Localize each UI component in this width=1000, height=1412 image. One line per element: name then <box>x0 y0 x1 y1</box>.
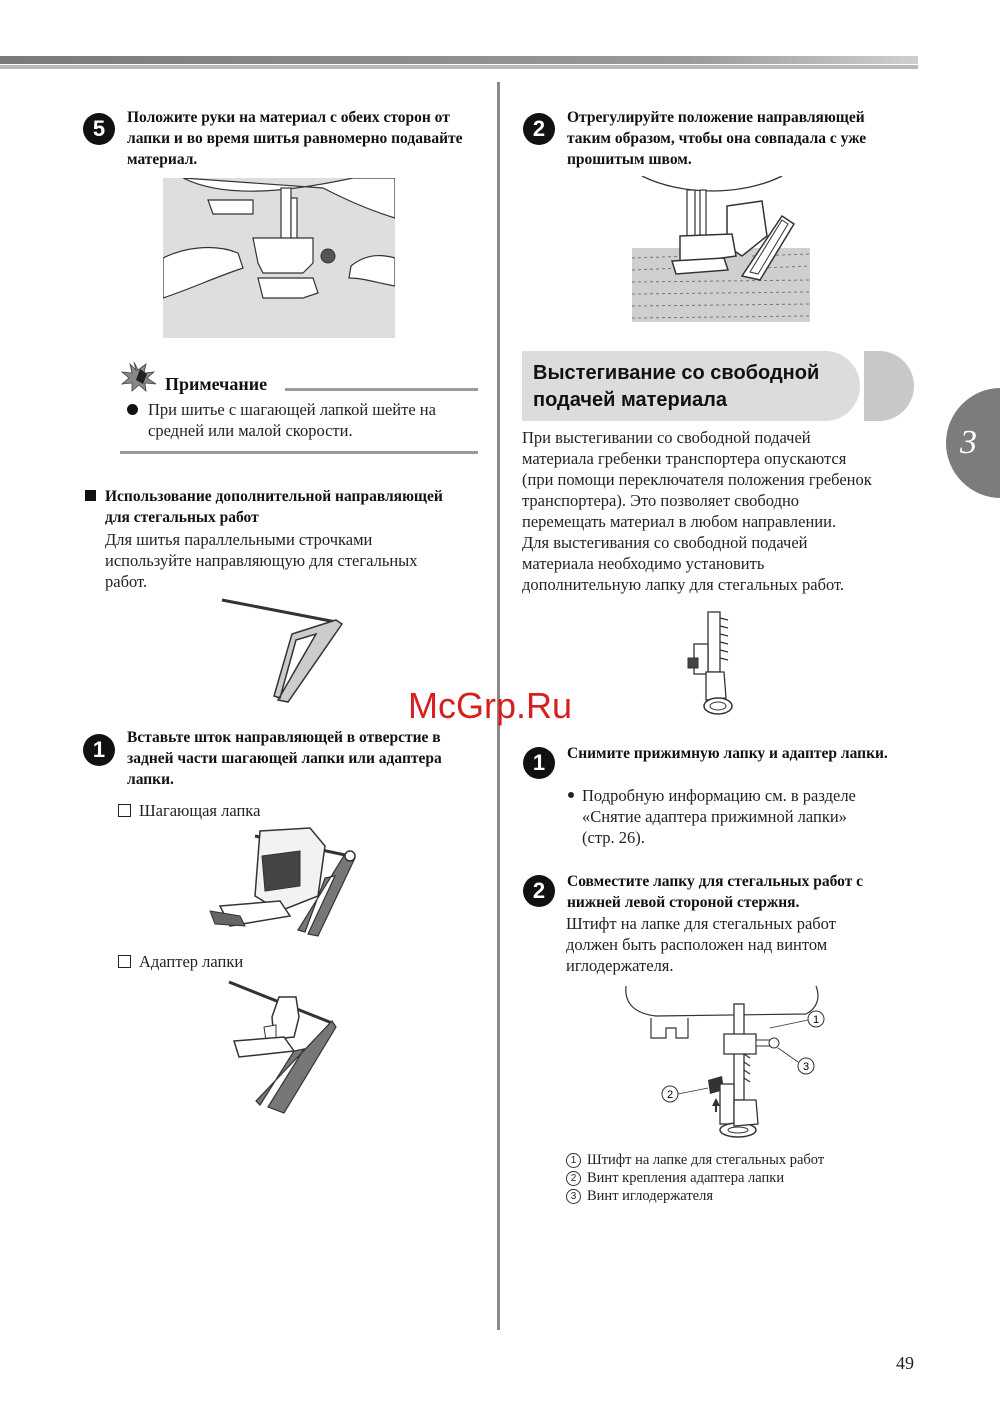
legend-text: Винт иглодержателя <box>587 1188 714 1204</box>
note-line: средней или малой скорости. <box>148 421 353 440</box>
option-walking-foot-label: Шагающая лапка <box>139 801 261 820</box>
note-bullet-dot <box>127 404 138 415</box>
section-square-bullet <box>85 490 96 501</box>
step2-body-line: Штифт на лапке для стегальных работ <box>566 914 836 933</box>
section-body <box>522 427 922 595</box>
section-body-line: материала гребенки транспортера опускаются <box>522 449 847 468</box>
step5-line: лапки и во время шитья равномерно подавайте <box>127 130 463 147</box>
guide-heading-line: для стегальных работ <box>105 509 259 526</box>
walking-foot-with-guide-illustration <box>200 826 365 938</box>
step5-line: Положите руки на материал с обеих сторон от <box>127 109 450 126</box>
chapter-tab: 3 <box>946 388 1000 498</box>
section-body-line: Для выстегивания со свободной подачей <box>522 533 808 552</box>
step1-right-bullet <box>582 785 922 848</box>
step-number-badge: 2 <box>523 113 555 145</box>
guide-heading-line: Использование дополнительной направляющей <box>105 488 443 505</box>
option-foot-adapter <box>118 951 243 972</box>
section-title-line: Выстегивание со свободной <box>533 362 820 384</box>
guide-body-line: работ. <box>105 572 148 591</box>
step2-top-line: таким образом, чтобы она совпадала с уже <box>567 130 867 147</box>
quilting-foot-illustration <box>684 608 750 718</box>
note-bottom-rule <box>120 451 478 454</box>
callout-legend <box>566 1151 926 1205</box>
hands-feeding-material-illustration <box>163 178 395 338</box>
step-number-badge: 2 <box>523 875 555 907</box>
top-bar-stripes <box>0 56 918 70</box>
step-number-badge: 1 <box>523 747 555 779</box>
legend-text: Штифт на лапке для стегальных работ <box>587 1152 825 1168</box>
guide-body-line: Для шитья параллельными строчками <box>105 530 373 549</box>
note-text <box>148 399 488 441</box>
step2-top-instruction <box>567 107 907 170</box>
option-walking-foot <box>118 800 260 821</box>
step5-line: материал. <box>127 151 198 168</box>
section-title-line: подачей материала <box>533 389 727 411</box>
step-number-badge: 1 <box>83 734 115 766</box>
legend-item <box>566 1169 926 1187</box>
section-body-line: перемещать материал в любом направлении. <box>522 512 837 531</box>
legend-number: 1 <box>566 1153 581 1168</box>
section-title <box>533 360 863 414</box>
callout-2-label: 2 <box>666 1089 674 1101</box>
legend-item <box>566 1187 926 1205</box>
step2-right-instruction <box>567 871 927 913</box>
note-title-rule <box>285 388 478 391</box>
step1-left-line: задней части шагающей лапки или адаптера <box>127 750 442 767</box>
page-number: 49 <box>896 1353 914 1373</box>
note-line: При шитье с шагающей лапкой шейте на <box>148 400 436 419</box>
step2-top-line: Отрегулируйте положение направляющей <box>567 109 865 126</box>
quilting-guide-illustration <box>218 594 348 706</box>
section-title-tab <box>864 351 914 421</box>
step1-right-instruction: Снимите прижимную лапку и адаптер лапки. <box>567 745 888 762</box>
guide-aligned-with-seam-illustration <box>632 176 810 322</box>
mounting-quilting-foot-illustration <box>616 984 830 1144</box>
checkbox-icon <box>118 955 131 968</box>
watermark: McGrp.Ru <box>408 685 573 726</box>
option-foot-adapter-label: Адаптер лапки <box>139 952 244 971</box>
section-body-line: дополнительную лапку для стегальных работ. <box>522 575 845 594</box>
step2-body-line: должен быть расположен над винтом <box>566 935 828 954</box>
note-title: Примечание <box>165 374 268 394</box>
guide-section-heading <box>105 486 485 528</box>
step2-right-body <box>566 913 926 976</box>
note-burst-icon <box>120 360 162 392</box>
step5-instruction <box>127 107 487 170</box>
legend-number: 3 <box>566 1189 581 1204</box>
step1-left-line: лапки. <box>127 771 174 788</box>
step1-bullet-line: (стр. 26). <box>582 828 645 847</box>
bullet-dot <box>568 792 574 798</box>
legend-number: 2 <box>566 1171 581 1186</box>
step1-left-line: Вставьте шток направляющей в отверстие в <box>127 729 441 746</box>
step-number-badge: 5 <box>83 113 115 145</box>
step1-left-instruction <box>127 727 487 790</box>
checkbox-icon <box>118 804 131 817</box>
legend-text: Винт крепления адаптера лапки <box>587 1170 785 1186</box>
foot-adapter-with-guide-illustration <box>224 977 339 1117</box>
step2-top-line: прошитым швом. <box>567 151 692 168</box>
step2-body-line: иглодержателя. <box>566 956 674 975</box>
section-body-line: материала необходимо установить <box>522 554 765 573</box>
legend-item <box>566 1151 926 1169</box>
guide-body-line: используйте направляющую для стегальных <box>105 551 418 570</box>
section-body-line: транспортера). Это позволяет свободно <box>522 491 800 510</box>
section-body-line: При выстегивании со свободной подачей <box>522 428 811 447</box>
callout-1-label: 1 <box>812 1014 820 1026</box>
step1-bullet-line: Подробную информацию см. в разделе <box>582 786 856 805</box>
step2-heading-line: Совместите лапку для стегальных работ с <box>567 873 864 890</box>
callout-3-label: 3 <box>802 1061 810 1073</box>
step1-bullet-line: «Снятие адаптера прижимной лапки» <box>582 807 847 826</box>
guide-section-body <box>105 529 485 592</box>
section-body-line: (при помощи переключателя положения гребенок <box>522 470 872 489</box>
step2-heading-line: нижней левой стороной стержня. <box>567 894 800 911</box>
